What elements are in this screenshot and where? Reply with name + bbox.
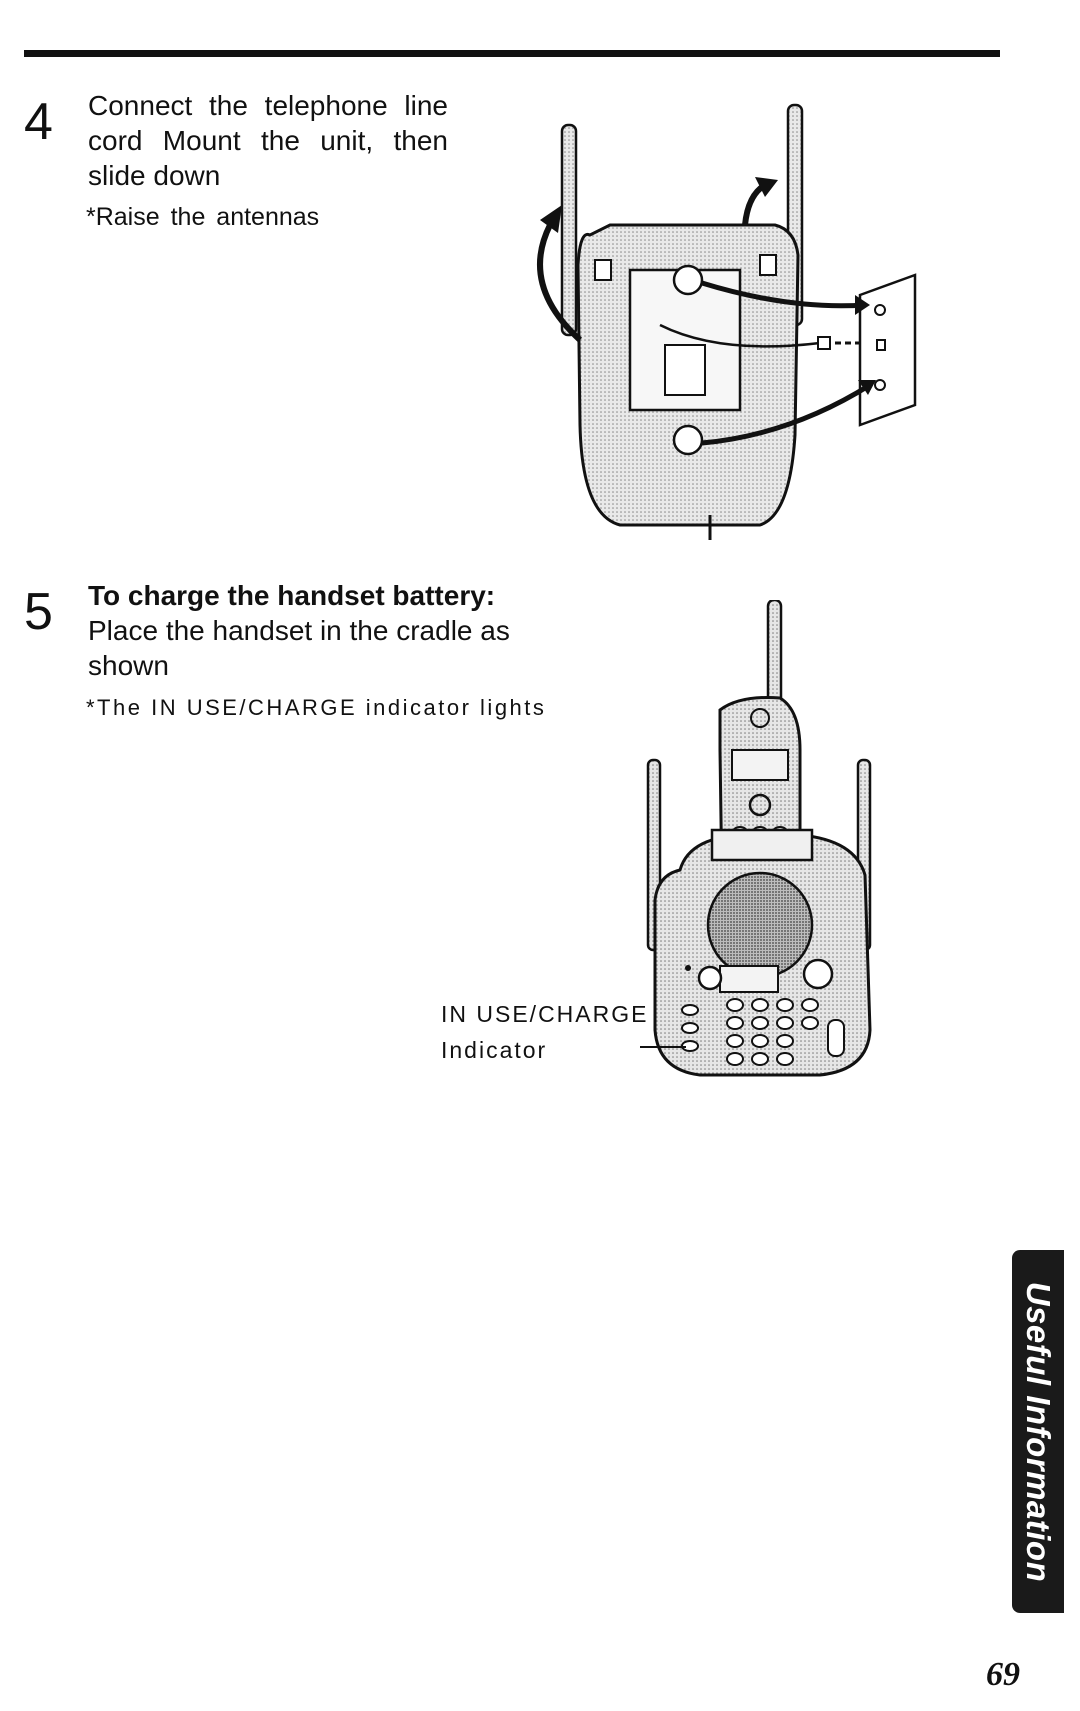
section-tab xyxy=(1012,1250,1064,1613)
step-4-number: 4 xyxy=(24,93,53,151)
indicator-label: Indicator xyxy=(441,1037,548,1063)
wall-mount-illustration xyxy=(520,95,1000,545)
step-5-heading: To charge the handset battery: xyxy=(88,580,496,611)
section-tab-label: Useful Information xyxy=(1020,1281,1057,1582)
in-use-charge-label: IN USE/CHARGE xyxy=(441,1001,649,1027)
step-5-text: Place the handset in the cradle as shown xyxy=(88,615,510,681)
step-5-number: 5 xyxy=(24,583,53,641)
top-rule xyxy=(24,50,1000,57)
step-5-note: *The IN USE/CHARGE indicator lights xyxy=(86,695,547,720)
page-number: 69 xyxy=(986,1656,1020,1693)
step-4-note: *Raise the antennas xyxy=(86,203,320,231)
step-4-text: Connect the telephone line cord Mount the unit, then slide down xyxy=(88,90,448,191)
charging-illustration xyxy=(640,600,890,1160)
